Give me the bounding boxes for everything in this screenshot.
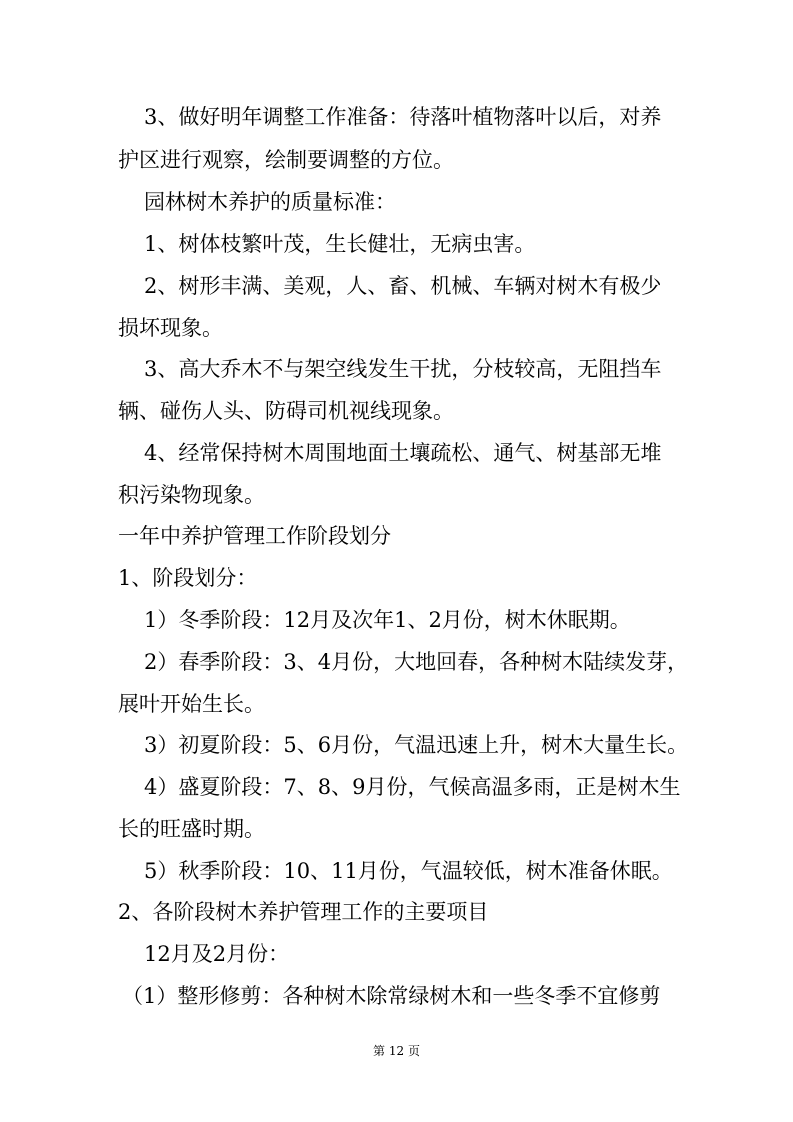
text-line: 长的旺盛时期。 [118, 817, 265, 841]
text-line: 3、做好明年调整工作准备：待落叶植物落叶以后，对养 [144, 105, 662, 129]
text-line: 2）春季阶段：3、4月份，大地回春，各种树木陆续发芽， [144, 650, 689, 674]
text-line: 1、阶段划分： [118, 566, 258, 590]
text-line: 护区进行观察，绘制要调整的方位。 [118, 148, 454, 172]
text-line: 园林树木养护的质量标准： [144, 190, 396, 214]
text-line: （1）整形修剪：各种树木除常绿树木和一些冬季不宜修剪 [122, 984, 661, 1008]
text-line: 3、高大乔木不与架空线发生干扰，分枝较高，无阻挡车 [144, 357, 662, 381]
text-line: 展叶开始生长。 [118, 692, 265, 716]
text-line: 5）秋季阶段：10、11月份，气温较低，树木准备休眠。 [144, 859, 673, 883]
text-line: 3）初夏阶段：5、6月份，气温迅速上升，树木大量生长。 [144, 733, 689, 757]
text-line: 1）冬季阶段：12月及次年1、2月份，树木休眠期。 [144, 608, 631, 632]
text-line: 积污染物现象。 [118, 483, 265, 507]
text-line: 12月及2月份： [144, 942, 290, 966]
text-line: 2、树形丰满、美观，人、畜、机械、车辆对树木有极少 [144, 274, 662, 298]
page-number-footer: 第 12 页 [373, 1044, 420, 1058]
text-line: 4、经常保持树木周围地面土壤疏松、通气、树基部无堆 [144, 441, 662, 465]
text-line: 2、各阶段树木养护管理工作的主要项目 [118, 900, 489, 924]
section-heading: 一年中养护管理工作阶段划分 [118, 524, 391, 548]
text-line: 1、树体枝繁叶茂，生长健壮，无病虫害。 [144, 232, 536, 256]
text-line: 辆、碰伤人头、防碍司机视线现象。 [118, 399, 454, 423]
text-line: 4）盛夏阶段：7、8、9月份，气候高温多雨，正是树木生 [144, 775, 681, 799]
text-line: 损坏现象。 [118, 316, 223, 340]
